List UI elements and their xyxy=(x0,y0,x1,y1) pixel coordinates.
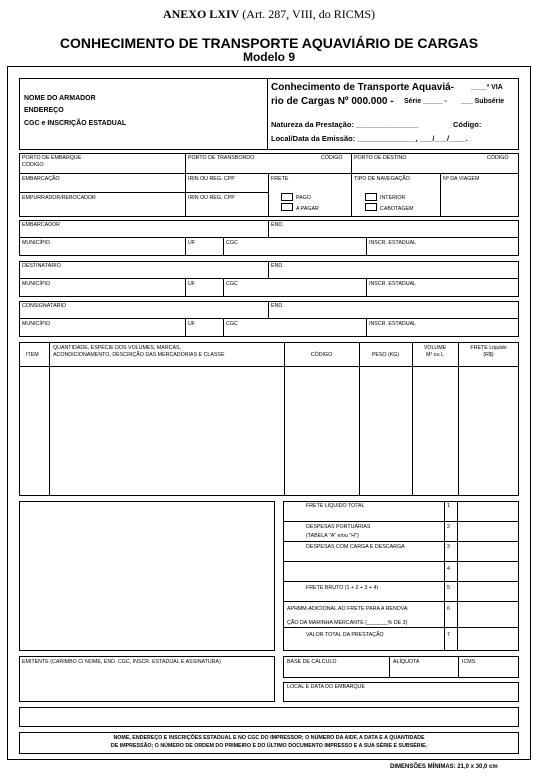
desc-header-line2: ACONDICIONAMENTO, DESCRIÇÃO DAS MERCADORIAS E CLASSE xyxy=(53,352,225,358)
embarcador-municipio-label: MUNICÍPIO xyxy=(22,240,50,246)
doc-serie: Série _____ - xyxy=(404,98,447,105)
icms-label: ICMS xyxy=(462,659,476,665)
doc-via: ____ª VIA xyxy=(471,84,503,91)
blank-row xyxy=(19,707,519,727)
doc-natureza: Natureza da Prestação: _______________ xyxy=(271,120,419,129)
form-model: Modelo 9 xyxy=(242,50,295,64)
destinatario-label: DESTINATÁRIO xyxy=(22,263,61,269)
annex-ref: (Art. 287, VIII, do RICMS) xyxy=(242,7,376,21)
consignatario-inscr-label: INSCR. ESTADUAL xyxy=(369,321,416,327)
total-6-label-2: ÇÃO DA MARINHA MERCANTE (_______% DE 3) xyxy=(287,620,408,626)
destinatario-uf-label: UF xyxy=(188,281,196,287)
total-3-num: 3 xyxy=(447,544,450,550)
a-pagar-label: A PAGAR xyxy=(296,206,319,212)
consignatario-cgc-label: CGC xyxy=(226,321,238,327)
porto-transbordo-label: PORTO DE TRANSBORDO xyxy=(188,155,255,161)
pago-label: PAGO xyxy=(296,195,311,201)
base-calculo-label: BASE DE CÁLCULO xyxy=(287,659,337,665)
embarcador-end-label: END. xyxy=(271,222,284,228)
doc-line2: rio de Cargas Nº 000.000 - xyxy=(271,96,394,107)
destinatario-municipio-label: MUNICÍPIO xyxy=(22,281,50,287)
total-5-label: FRETE BRUTO (1 + 2 + 3 + 4) xyxy=(306,585,379,591)
consignatario-uf-label: UF xyxy=(188,321,196,327)
aliquota-label: ALÍQUOTA xyxy=(393,659,420,665)
total-7-num: 7 xyxy=(447,632,450,638)
total-6-num: 6 xyxy=(447,606,450,612)
porto-embarque-codigo-label: CÓDIGO xyxy=(22,162,44,168)
desc-header-line1: QUANTIDADE, ESPÉCIE DOS VOLUMES, MARCAS, xyxy=(53,345,182,351)
interior-checkbox[interactable] xyxy=(365,193,377,201)
doc-subserie: ___ Subsérie xyxy=(461,98,505,105)
issuer-name: NOME DO ARMADOR xyxy=(24,95,96,102)
empurrador-label: EMPURRADOR/REBOCADOR xyxy=(22,195,96,201)
frete-header-line2: (R$) xyxy=(483,352,494,358)
embarcador-section xyxy=(19,220,519,256)
doc-codigo: Código: xyxy=(453,120,482,129)
total-5-num: 5 xyxy=(447,585,450,591)
porto-destino-label: PORTO DE DESTINO xyxy=(354,155,407,161)
irin1-label: IRIN OU REG. CPP xyxy=(188,176,235,182)
pago-checkbox[interactable] xyxy=(281,193,293,201)
num-viagem-label: Nº DA VIAGEM xyxy=(443,176,480,182)
total-1-num: 1 xyxy=(447,503,450,509)
frete-header-line1: FRETE Líquido xyxy=(470,345,507,351)
volume-header-line1: VOLUME xyxy=(423,345,447,351)
total-1-label: FRETE LÍQUIDO TOTAL xyxy=(306,503,365,509)
embarcador-cgc-label: CGC xyxy=(226,240,238,246)
embarcador-inscr-label: INSCR. ESTADUAL xyxy=(369,240,416,246)
annex-heading xyxy=(0,7,538,22)
annex-title: ANEXO LXIV xyxy=(162,7,240,21)
interior-label: INTERIOR xyxy=(380,195,406,201)
destinatario-cgc-label: CGC xyxy=(226,281,238,287)
a-pagar-checkbox[interactable] xyxy=(281,203,293,211)
cabotagem-checkbox[interactable] xyxy=(365,203,377,211)
cabotagem-label: CABOTAGEM xyxy=(380,206,414,212)
tipo-navegacao-label: TIPO DE NAVEGAÇÃO xyxy=(354,176,410,182)
printer-info-line2: DE IMPRESSÃO; O NÚMERO DE ORDEM DO PRIMEIRO E DO ÚLTIMO DOCUMENTO IMPRESSO E A SUA SÉRIE E SUBSÉRIE. xyxy=(110,743,428,749)
codigo-header: CÓDIGO xyxy=(310,352,333,358)
issuer-address: ENDEREÇO xyxy=(24,107,64,114)
form-title: CONHECIMENTO DE TRANSPORTE AQUAVIÁRIO DE CARGAS xyxy=(59,35,479,51)
consignatario-label: CONSIGNATÁRIO xyxy=(22,303,67,309)
porto-destino-codigo-label: CÓDIGO xyxy=(487,155,509,161)
embarcador-uf-label: UF xyxy=(188,240,196,246)
item-header: ITEM xyxy=(26,352,39,358)
frete-label: FRETE xyxy=(271,176,289,182)
irin2-label: IRIN OU REG. CPP xyxy=(188,195,235,201)
volume-header-line2: M³ ou L xyxy=(426,352,444,358)
emitente-label: EMITENTE (CARIMBO C/ NOME, END. CGC, INSCR. ESTADUAL E ASSINATURA) xyxy=(22,659,221,665)
embarcador-label: EMBARCADOR xyxy=(22,222,60,228)
total-7-label: VALOR TOTAL DA PRESTAÇÃO xyxy=(306,632,384,638)
total-6-label: APRMM-ADICIONAL AO FRETE PARA A RENOVA xyxy=(287,606,408,612)
observations-box xyxy=(19,501,275,651)
destinatario-inscr-label: INSCR. ESTADUAL xyxy=(369,281,416,287)
total-2-num: 2 xyxy=(447,524,450,530)
destinatario-end-label: END. xyxy=(271,263,284,269)
porto-transbordo-codigo-label: CÓDIGO xyxy=(321,155,343,161)
route-section xyxy=(19,153,519,217)
issuer-tax: CGC e INSCRIÇÃO ESTADUAL xyxy=(24,120,127,127)
doc-local-data: Local/Data da Emissão: ______________, ___/___/____. xyxy=(271,134,468,143)
local-embarque-label: LOCAL E DATA DO EMBARQUE xyxy=(287,684,365,690)
total-2-label: DESPESAS PORTUÁRIAS xyxy=(306,524,371,530)
dimensions-note: DIMENSÕES MÍNIMAS: 21,0 x 30,0 cm xyxy=(390,764,498,770)
consignatario-municipio-label: MUNICÍPIO xyxy=(22,321,50,327)
total-4-num: 4 xyxy=(447,566,450,572)
peso-header: PESO (KG) xyxy=(371,352,400,358)
doc-line1: Conhecimento de Transporte Aquaviá- xyxy=(271,82,454,93)
total-3-label: DESPESAS COM CARGA E DESCARGA xyxy=(306,544,405,550)
printer-info-line1: NOME, ENDEREÇO E INSCRIÇÕES ESTADUAL E NO CGC DO IMPRESSOR; O NÚMERO DA AIDF, A DATA E A QUANTIDADE xyxy=(113,735,425,741)
consignatario-section xyxy=(19,301,519,337)
consignatario-end-label: END. xyxy=(271,303,284,309)
embarcacao-label: EMBARCAÇÃO xyxy=(22,176,60,182)
total-2-label-2: (TABELA "A" e/ou "H") xyxy=(306,533,359,539)
porto-embarque-label: PORTO DE EMBARQUE xyxy=(22,155,82,161)
destinatario-section xyxy=(19,261,519,297)
